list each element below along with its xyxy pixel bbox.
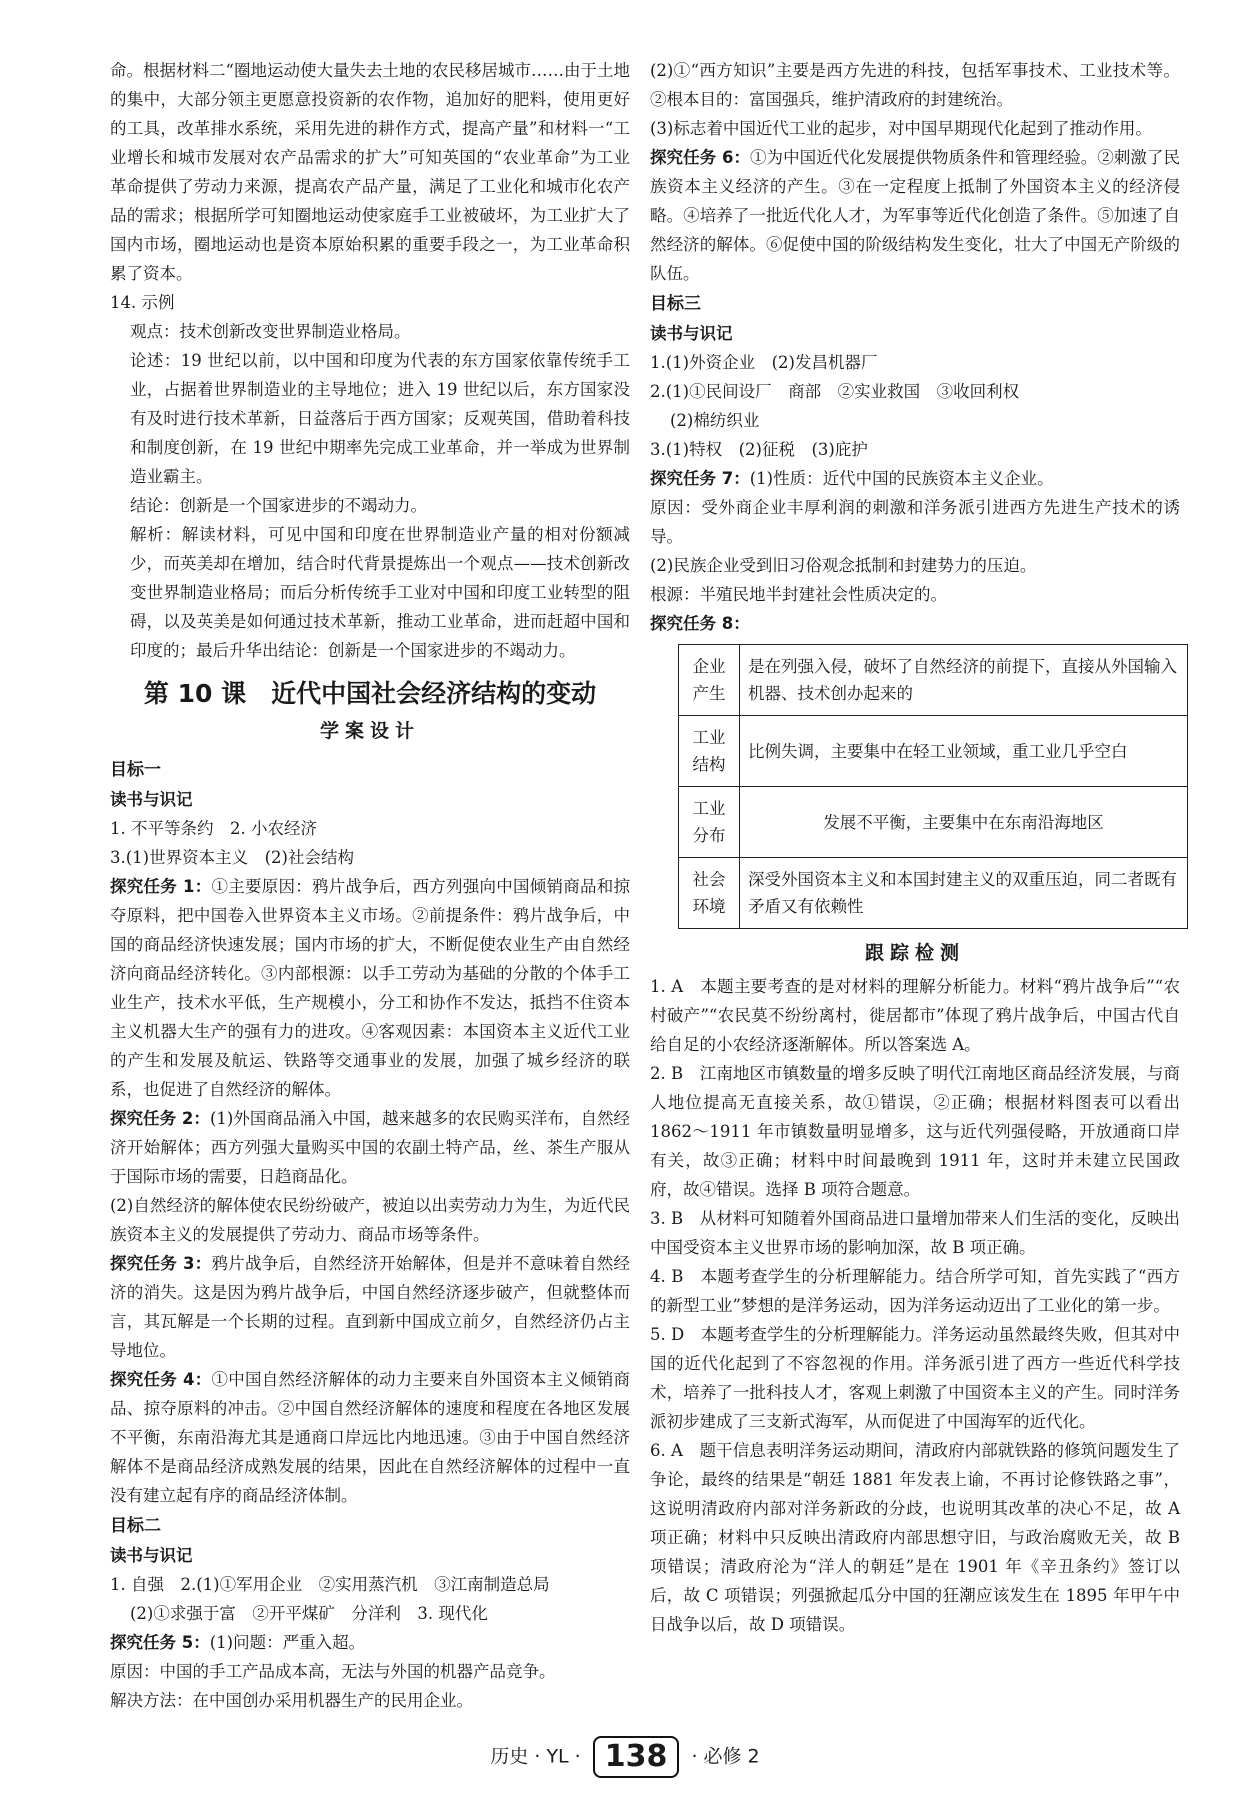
page-footer bbox=[0, 1736, 1250, 1778]
task-6-label: 探究任务 6： bbox=[650, 148, 751, 167]
table-value: 比例失调，主要集中在轻工业领域，重工业几乎空白 bbox=[740, 716, 1188, 787]
task-1-text: ①主要原因：鸦片战争后，西方列强向中国倾销商品和掠夺原料，把中国卷入世界资本主义市场。②前提条件：鸦片战争后，中国的商品经济快速发展；国内市场的扩大，不断促使农业生产由自然经济向商品经济转化。③内部根源：以手工劳动为基础的分散的个体手工业生产，技术水平低，生产规模小，分工和协作不发达，抵挡不住资本主义机器大生产的强有力的进攻。④客观因素：本国资本主义近代工业的产生和发展及航运、铁路等交通事业的发展，加强了城乡经济的联系，也促进了自然经济的解体。 bbox=[110, 877, 630, 1099]
task-3-text: 鸦片战争后，自然经济开始解体，但是并不意味着自然经济的消失。这是因为鸦片战争后，中国自然经济逐步破产，但就整体而言，其瓦解是一个长期的过程。直到新中国成立前夕，自然经济仍占主导地位。 bbox=[110, 1254, 630, 1360]
r-paragraph-2: (3)标志着中国近代工业的起步，对中国早期现代化起到了推动作用。 bbox=[650, 119, 1152, 138]
viewpoint: 观点：技术创新改变世界制造业格局。 bbox=[130, 322, 411, 341]
read-heading-3: 读书与识记 bbox=[650, 324, 733, 343]
task-8-label: 探究任务 8： bbox=[650, 614, 750, 633]
table-row bbox=[679, 645, 1188, 716]
answer-2: 2. B 江南地区市镇数量的增多反映了明代江南地区商品经济发展，与商人地位提高无直接关系，故①错误，②正确；根据材料图表可以看出 1862～1911 年市镇数量明显增多，这与近代列强侵略，开放通商口岸有关，故③正确；材料中时间最晚到 1911 年，这时并未建立民国政府，故④错误。选择 B 项符合题意。 bbox=[650, 1064, 1180, 1199]
answer-4: 4. B 本题考查学生的分析理解能力。结合所学可知，首先实践了“西方的新型工业”梦想的是洋务运动，因为洋务运动迈出了工业化的第一步。 bbox=[650, 1267, 1180, 1315]
task-2-label: 探究任务 2： bbox=[110, 1109, 210, 1128]
task-3 bbox=[110, 1249, 630, 1365]
table-row bbox=[679, 716, 1188, 787]
task-1-label: 探究任务 1： bbox=[110, 877, 212, 896]
answer-3: 3. B 从材料可知随着外国商品进口量增加带来人们生活的变化，反映出中国受资本主义世界市场的影响加深，故 B 项正确。 bbox=[650, 1209, 1180, 1257]
table-key: 工业分布 bbox=[679, 787, 740, 858]
table-key: 社会环境 bbox=[679, 858, 740, 929]
table-row bbox=[679, 858, 1188, 929]
table-value: 发展不平衡，主要集中在东南沿海地区 bbox=[740, 787, 1188, 858]
read3-line4: 3.(1)特权 (2)征税 (3)庇护 bbox=[650, 440, 868, 459]
intro-paragraph: 命。根据材料二“圈地运动使大量失去土地的农民移居城市……由于土地的集中，大部分领主更愿意投资新的农作物，追加好的肥料，使用更好的工具，改革排水系统，采用先进的耕作方式，提高产量”和材料一“工业增长和城市发展对农产品需求的扩大”可知英国的“农业革命”为工业革命提供了劳动力来源，提高农产品产量，满足了工业化和城市化农产品的需求；根据所学可知圈地运动使家庭手工业被破坏，为工业扩大了国内市场，圈地运动也是资本原始积累的重要手段之一，为工业革命积累了资本。 bbox=[110, 61, 630, 283]
question-14: 14. 示例 bbox=[110, 293, 175, 312]
task-4-label: 探究任务 4： bbox=[110, 1370, 212, 1389]
read3-line1: 1.(1)外资企业 (2)发昌机器厂 bbox=[650, 353, 878, 372]
task-2-text: (1)外国商品涌入中国，越来越多的农民购买洋布，自然经济开始解体；西方列强大量购买中国的农副土特产品，丝、茶生产服从于国际市场的需要，日趋商品化。 bbox=[110, 1109, 630, 1186]
read1-line1: 1. 不平等条约 2. 小农经济 bbox=[110, 819, 317, 838]
table-value: 是在列强入侵，破坏了自然经济的前提下，直接从外国输入机器、技术创办起来的 bbox=[740, 645, 1188, 716]
task-2b: (2)自然经济的解体使农民纷纷破产，被迫以出卖劳动力为生，为近代民族资本主义的发展提供了劳动力、商品市场等条件。 bbox=[110, 1196, 630, 1244]
task-5b: 原因：中国的手工产品成本高，无法与外国的机器产品竞争。 bbox=[110, 1662, 556, 1681]
task-6-text: ①为中国近代化发展提供物质条件和管理经验。②刺激了民族资本主义经济的产生。③在一定程度上抵制了外国资本主义的经济侵略。④培养了一批近代化人才，为军事等近代化创造了条件。⑤加速了自然经济的解体。⑥促使中国的阶级结构发生变化，壮大了中国无产阶级的队伍。 bbox=[650, 148, 1181, 283]
task-5 bbox=[110, 1628, 630, 1657]
table-key: 工业结构 bbox=[679, 716, 740, 787]
lesson-title: 第 10 课 近代中国社会经济结构的变动 bbox=[143, 679, 597, 708]
tracking-title: 跟踪检测 bbox=[864, 942, 965, 964]
task-7-text: (1)性质：近代中国的民族资本主义企业。 bbox=[749, 469, 1054, 488]
design-subtitle: 学案设计 bbox=[319, 720, 420, 742]
answer-5: 5. D 本题考查学生的分析理解能力。洋务运动虽然最终失败，但其对中国的近代化起到了不容忽视的作用。洋务派引进了西方一些近代科学技术，培养了一批科技人才，客观上刺激了中国资本主义的产生。同时洋务派初步建成了三支新式海军，从而促进了中国海军的近代化。 bbox=[650, 1325, 1180, 1431]
task-5-text: (1)问题：严重入超。 bbox=[209, 1633, 366, 1652]
task-5-label: 探究任务 5： bbox=[110, 1633, 210, 1652]
read1-line2: 3.(1)世界资本主义 (2)社会结构 bbox=[110, 848, 354, 867]
task-3-label: 探究任务 3： bbox=[110, 1254, 212, 1273]
read2-line2: (2)①求强于富 ②开平煤矿 分洋利 3. 现代化 bbox=[130, 1604, 488, 1623]
task-7c: (2)民族企业受到旧习俗观念抵制和封建势力的压迫。 bbox=[650, 556, 1037, 575]
table-row bbox=[679, 787, 1188, 858]
read3-line2: 2.(1)①民间设厂 商部 ②实业救国 ③收回利权 bbox=[650, 382, 1020, 401]
task-7-label: 探究任务 7： bbox=[650, 469, 750, 488]
read2-line1: 1. 自强 2.(1)①军用企业 ②实用蒸汽机 ③江南制造总局 bbox=[110, 1575, 550, 1594]
argument: 论述：19 世纪以前，以中国和印度为代表的东方国家依靠传统手工业，占据着世界制造业的主导地位；进入 19 世纪以后，东方国家没有及时进行技术革新，日益落后于西方国家；反观英国，借助着科技和制度创新，在 19 世纪中期率先完成工业革命，并一举成为世界制造业霸主。 bbox=[130, 351, 630, 486]
task-7d: 根源：半殖民地半封建社会性质决定的。 bbox=[650, 585, 947, 604]
task-2 bbox=[110, 1104, 630, 1191]
read-heading-1: 读书与识记 bbox=[110, 790, 193, 809]
right-column bbox=[650, 56, 1180, 1639]
table-value: 深受外国资本主义和本国封建主义的双重压迫，同二者既有矛盾又有依赖性 bbox=[740, 858, 1188, 929]
page-number: 138 bbox=[593, 1736, 680, 1778]
answer-1: 1. A 本题主要考查的是对材料的理解分析能力。材料“鸦片战争后”“农村破产”“农民莫不纷纷离村，徙居都市”体现了鸦片战争后，中国古代自给自足的小农经济逐渐解体。所以答案选 A。 bbox=[650, 977, 1180, 1054]
left-column bbox=[110, 56, 630, 1715]
footer-subject: 历史 · YL · bbox=[490, 1745, 581, 1768]
explanation: 解析：解读材料，可见中国和印度在世界制造业产量的相对份额减少，而英美却在增加，结合时代背景提炼出一个观点——技术创新改变世界制造业格局；而后分析传统手工业对中国和印度工业转型的阻碍，以及英美是如何通过技术革新，推动工业革命，进而赶超中国和印度的；最后升华出结论：创新是一个国家进步的不竭动力。 bbox=[130, 525, 630, 660]
goal-three-heading: 目标三 bbox=[650, 294, 701, 314]
read3-line3: (2)棉纺织业 bbox=[670, 411, 760, 430]
answer-6: 6. A 题干信息表明洋务运动期间，清政府内部就铁路的修筑问题发生了争论，最终的结果是“朝廷 1881 年发表上谕，不再讨论修铁路之事”，这说明清政府内部对洋务新政的分歧，也说明其改革的决心不足，故 A 项正确；材料中只反映出清政府内部思想守旧，与政治腐败无关，故 B 项错误；清政府沦为“洋人的朝廷”是在 1901 年《辛丑条约》签订以后，故 C 项错误；列强掀起瓜分中国的狂潮应该发生在 1895 年甲午中日战争以后，故 D 项错误。 bbox=[650, 1441, 1180, 1634]
goal-two-heading: 目标二 bbox=[110, 1516, 161, 1536]
task-5c: 解决方法：在中国创办采用机器生产的民用企业。 bbox=[110, 1691, 473, 1710]
task-6 bbox=[650, 143, 1180, 288]
task-7b: 原因：受外商企业丰厚利润的刺激和洋务派引进西方先进生产技术的诱导。 bbox=[650, 498, 1180, 546]
task-7 bbox=[650, 464, 1180, 493]
table-key: 企业产生 bbox=[679, 645, 740, 716]
conclusion: 结论：创新是一个国家进步的不竭动力。 bbox=[130, 496, 427, 515]
industry-table bbox=[678, 644, 1188, 929]
r-paragraph-1: (2)①“西方知识”主要是西方先进的科技，包括军事技术、工业技术等。②根本目的：富国强兵，维护清政府的封建统治。 bbox=[650, 61, 1180, 109]
task-4 bbox=[110, 1365, 630, 1510]
read-heading-2: 读书与识记 bbox=[110, 1546, 193, 1565]
task-1 bbox=[110, 872, 630, 1104]
goal-one-heading: 目标一 bbox=[110, 760, 161, 780]
task-4-text: ①中国自然经济解体的动力主要来自外国资本主义倾销商品、掠夺原料的冲击。②中国自然经济解体的速度和程度在各地区发展不平衡，东南沿海尤其是通商口岸远比内地迅速。③由于中国自然经济解体不是商品经济成熟发展的结果，因此在自然经济解体的过程中一直没有建立起有序的商品经济体制。 bbox=[110, 1370, 630, 1505]
footer-book: · 必修 2 bbox=[691, 1745, 760, 1768]
